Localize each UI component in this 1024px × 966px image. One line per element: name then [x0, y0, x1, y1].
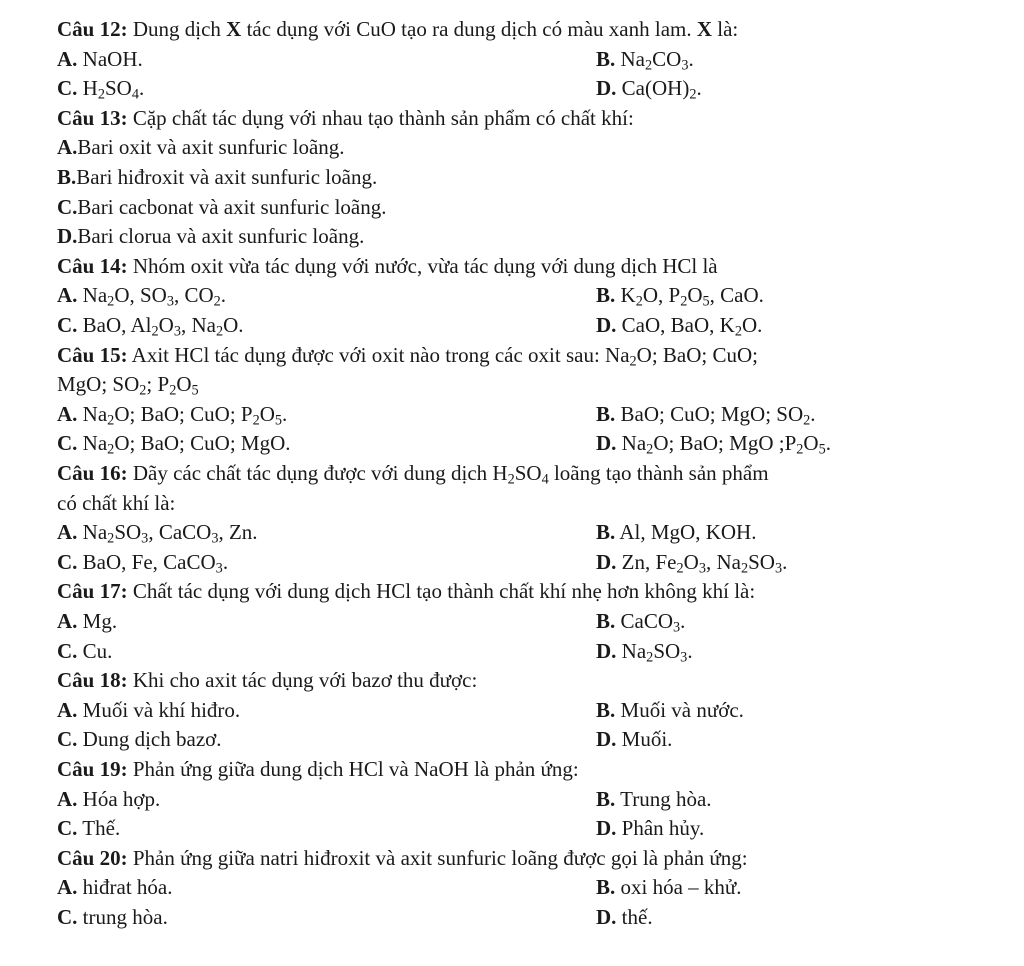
subscript: 3: [680, 649, 688, 666]
option-letter: A.: [57, 401, 78, 426]
answer-option-a[interactable]: [57, 786, 160, 812]
answer-option-c[interactable]: [57, 815, 120, 841]
answer-option-b[interactable]: [596, 608, 685, 634]
text-run: CO: [652, 46, 682, 71]
option-letter: A.: [57, 283, 78, 308]
subscript: 5: [702, 293, 710, 310]
text-run: O: [158, 313, 174, 337]
subscript: 5: [818, 441, 826, 458]
answer-option-d[interactable]: [596, 815, 704, 841]
question-stem: [57, 845, 748, 871]
text-run: , CaCO: [148, 520, 212, 545]
text-run: Na: [77, 431, 108, 456]
text-run: Bari hiđroxit và axit sunfuric loãng.: [76, 165, 378, 189]
text-run: O.: [223, 313, 244, 337]
subscript: 3: [215, 560, 223, 577]
question-label: Câu 18:: [57, 668, 128, 693]
subscript: 2: [676, 560, 684, 577]
option-letter: D.: [596, 727, 617, 752]
text-run: Al, MgO, KOH.: [615, 520, 757, 545]
text-run: Axit HCl tác dụng được với oxit nào trong các oxit sau: Na: [127, 342, 630, 367]
question-label: Câu 14:: [57, 253, 128, 278]
text-run: Muối và nước.: [615, 697, 744, 722]
subscript: 2: [635, 293, 643, 310]
text-run: , Zn.: [218, 520, 258, 545]
option-letter: D.: [596, 816, 617, 841]
subscript: 2: [740, 560, 749, 577]
option-letter: D.: [596, 313, 617, 337]
subscript: 2: [645, 57, 653, 74]
answer-option-c[interactable]: [57, 312, 244, 338]
text-run: Phân hủy.: [616, 816, 705, 841]
text-run: O; BaO; CuO; MgO.: [114, 431, 291, 456]
answer-option-b[interactable]: [596, 874, 742, 900]
text-run: .: [220, 283, 227, 308]
subscript: 3: [698, 560, 706, 577]
text-run: Na: [615, 46, 646, 71]
option-letter: C.: [57, 727, 78, 752]
text-run: loãng tạo thành sản phẩm: [548, 461, 769, 485]
subscript: 2: [252, 412, 260, 429]
answer-option-d[interactable]: [596, 726, 672, 752]
option-letter: C.: [57, 638, 78, 663]
answer-option-b[interactable]: [596, 282, 764, 308]
text-run: O; BaO; MgO ;P: [653, 431, 797, 456]
question-stem: [57, 105, 634, 131]
text-run: trung hòa.: [77, 905, 168, 929]
answer-option-b[interactable]: [596, 46, 694, 72]
text-run: thế.: [616, 905, 653, 929]
text-run: Hóa hợp.: [77, 786, 161, 811]
answer-option-c[interactable]: [57, 75, 144, 101]
subscript: 3: [211, 530, 219, 547]
answer-option-c[interactable]: [57, 638, 112, 664]
text-run: Zn, Fe: [616, 549, 677, 574]
answer-option-b[interactable]: [596, 786, 712, 812]
answer-option-c[interactable]: [57, 904, 168, 930]
subscript: 2: [796, 441, 804, 458]
text-run: Thế.: [77, 816, 121, 841]
text-run: Khi cho axit tác dụng với bazơ thu được:: [127, 668, 478, 693]
text-run: O: [176, 372, 192, 397]
option-letter: B.: [57, 165, 77, 189]
text-run: Cặp chất tác dụng với nhau tạo thành sản phẩm có chất khí:: [127, 105, 634, 130]
answer-option-d[interactable]: [57, 223, 364, 249]
text-run: O; BaO; CuO;: [636, 342, 758, 367]
subscript: 2: [107, 441, 115, 458]
text-run: O: [683, 549, 699, 574]
text-run: Bari oxit và axit sunfuric loãng.: [77, 135, 345, 160]
subscript: 2: [646, 441, 654, 458]
bold-text: X: [226, 17, 242, 41]
text-run: O, SO: [114, 283, 167, 308]
text-run: .: [696, 76, 702, 101]
text-run: , Na: [705, 549, 741, 574]
option-letter: C.: [57, 431, 78, 456]
text-run: O: [687, 283, 703, 308]
option-letter: D.: [596, 431, 617, 456]
answer-option-a[interactable]: [57, 519, 258, 545]
text-run: Ca(OH): [616, 76, 690, 101]
subscript: 2: [629, 353, 637, 370]
text-run: Na: [77, 401, 108, 426]
option-letter: A.: [57, 609, 78, 633]
question-stem: [57, 756, 579, 782]
text-run: SO: [114, 520, 142, 545]
text-run: Phản ứng giữa natri hiđroxit và axit sunfuric loãng được gọi là phản ứng:: [127, 845, 748, 870]
subscript: 4: [131, 86, 139, 103]
subscript: 2: [139, 382, 147, 399]
option-letter: A.: [57, 46, 78, 71]
text-run: Na: [616, 638, 647, 663]
subscript: 4: [541, 471, 549, 488]
text-run: Muối và khí hiđro.: [77, 697, 241, 722]
text-run: CaO, BaO, K: [616, 313, 735, 337]
text-run: BaO, Fe, CaCO: [77, 549, 216, 574]
subscript: 3: [681, 57, 689, 74]
answer-option-b[interactable]: [596, 697, 744, 723]
text-run: là:: [712, 17, 739, 41]
subscript: 2: [507, 471, 515, 488]
text-run: MgO; SO: [57, 372, 140, 397]
question-label: Câu 20:: [57, 845, 128, 870]
question-stem: [57, 667, 477, 693]
text-run: hiđrat hóa.: [77, 875, 173, 900]
question-label: Câu 13:: [57, 105, 128, 130]
subscript: 2: [107, 293, 115, 310]
text-run: .: [680, 609, 686, 633]
text-run: O: [259, 401, 275, 426]
answer-option-c[interactable]: [57, 726, 222, 752]
text-run: O, P: [642, 283, 681, 308]
subscript: 2: [151, 323, 159, 340]
text-run: K: [615, 283, 636, 308]
text-run: O.: [741, 313, 763, 337]
question-stem: [57, 16, 738, 42]
text-run: SO: [104, 76, 132, 101]
option-letter: B.: [596, 697, 616, 722]
answer-option-d[interactable]: [596, 549, 787, 575]
text-run: .: [138, 76, 145, 101]
question-stem: [57, 578, 755, 604]
option-letter: A.: [57, 786, 78, 811]
option-letter: A.: [57, 875, 78, 900]
text-run: .: [222, 549, 229, 574]
option-letter: B.: [596, 875, 616, 900]
text-run: SO: [748, 549, 775, 574]
text-run: .: [687, 638, 693, 663]
option-letter: C.: [57, 76, 78, 101]
option-letter: A.: [57, 520, 78, 545]
text-run: SO: [514, 461, 542, 485]
subscript: 2: [107, 530, 115, 547]
option-letter: D.: [596, 905, 617, 929]
text-run: Mg.: [77, 609, 118, 633]
subscript: 2: [680, 293, 688, 310]
option-letter: B.: [596, 786, 616, 811]
answer-option-a[interactable]: [57, 282, 226, 308]
answer-option-b[interactable]: [57, 164, 377, 190]
text-run: H: [77, 76, 98, 101]
option-letter: C.: [57, 313, 78, 337]
option-letter: C.: [57, 194, 78, 219]
answer-option-d[interactable]: [596, 312, 762, 338]
text-run: Na: [616, 431, 647, 456]
question-stem: [57, 253, 718, 279]
answer-option-d[interactable]: [596, 904, 653, 930]
answer-option-a[interactable]: [57, 46, 143, 72]
question-label: Câu 12:: [57, 17, 128, 41]
answer-option-a[interactable]: [57, 608, 117, 634]
subscript: 2: [689, 86, 697, 103]
option-letter: C.: [57, 549, 78, 574]
text-run: Bari cacbonat và axit sunfuric loãng.: [77, 194, 387, 219]
subscript: 2: [734, 323, 742, 340]
option-letter: B.: [596, 283, 616, 308]
option-letter: D.: [596, 76, 617, 101]
subscript: 5: [191, 382, 199, 399]
text-run: ; P: [146, 372, 170, 397]
question-label: Câu 16:: [57, 461, 128, 485]
text-run: Na: [77, 283, 108, 308]
text-run: tác dụng với CuO tạo ra dung dịch có màu xanh lam.: [241, 17, 697, 41]
bold-text: X: [696, 17, 713, 41]
answer-option-d[interactable]: [596, 638, 693, 664]
text-run: Trung hòa.: [615, 786, 712, 811]
subscript: 5: [274, 412, 283, 429]
answer-option-c[interactable]: [57, 194, 386, 220]
answer-option-c[interactable]: [57, 549, 228, 575]
question-label: Câu 17:: [57, 579, 128, 604]
option-letter: D.: [596, 638, 617, 663]
answer-option-a[interactable]: [57, 401, 287, 427]
question-stem: [57, 460, 769, 486]
answer-option-d[interactable]: [596, 430, 831, 456]
answer-option-a[interactable]: [57, 697, 240, 723]
subscript: 3: [141, 530, 149, 547]
text-run: .: [825, 431, 831, 456]
text-run: Bari clorua và axit sunfuric loãng.: [77, 224, 365, 249]
option-letter: B.: [596, 401, 616, 426]
text-run: , CaO.: [709, 283, 764, 308]
text-run: BaO; CuO; MgO; SO: [615, 401, 804, 426]
text-run: Cu.: [77, 638, 113, 663]
text-run: Phản ứng giữa dung dịch HCl và NaOH là phản ứng:: [127, 757, 579, 781]
subscript: 2: [97, 86, 105, 103]
text-run: , CO: [173, 283, 214, 308]
subscript: 2: [107, 412, 115, 429]
text-run: Dung dịch bazơ.: [77, 727, 222, 752]
text-run: Chất tác dụng với dung dịch HCl tạo thành chất khí nhẹ hơn không khí là:: [127, 579, 756, 604]
text-run: , Na: [180, 313, 216, 337]
text-run: SO: [653, 638, 681, 663]
text-run: có chất khí là:: [57, 490, 176, 515]
text-run: .: [782, 549, 788, 574]
text-run: CaCO: [615, 609, 674, 633]
text-run: .: [810, 401, 816, 426]
text-run: Nhóm oxit vừa tác dụng với nước, vừa tác dụng với dung dịch HCl là: [127, 253, 718, 278]
option-letter: C.: [57, 816, 78, 841]
text-run: .: [688, 46, 694, 71]
subscript: 3: [774, 560, 783, 577]
subscript: 2: [215, 323, 224, 340]
answer-option-d[interactable]: [596, 75, 702, 101]
answer-option-b[interactable]: [596, 519, 756, 545]
text-run: O; BaO; CuO; P: [114, 401, 253, 426]
question-stem: [57, 342, 758, 368]
subscript: 3: [166, 293, 174, 310]
text-run: oxi hóa – khử.: [615, 875, 742, 900]
text-run: .: [282, 401, 288, 426]
text-run: NaOH.: [77, 46, 143, 71]
option-letter: B.: [596, 46, 616, 71]
option-letter: B.: [596, 609, 616, 633]
question-label: Câu 15:: [57, 342, 128, 367]
text-run: Dung dịch: [127, 17, 227, 41]
option-letter: A.: [57, 135, 78, 160]
answer-option-c[interactable]: [57, 430, 291, 456]
text-run: Muối.: [616, 727, 673, 752]
text-run: BaO, Al: [77, 313, 152, 337]
answer-option-a[interactable]: [57, 134, 345, 160]
answer-option-b[interactable]: [596, 401, 816, 427]
subscript: 3: [173, 323, 181, 340]
subscript: 2: [213, 293, 221, 310]
question-stem-continued: [57, 490, 175, 516]
option-letter: C.: [57, 905, 78, 929]
option-letter: B.: [596, 520, 616, 545]
subscript: 3: [673, 619, 681, 636]
question-stem-continued: [57, 371, 199, 397]
text-run: O: [803, 431, 819, 456]
option-letter: D.: [596, 549, 617, 574]
subscript: 2: [169, 382, 177, 399]
answer-option-a[interactable]: [57, 874, 172, 900]
option-letter: D.: [57, 224, 78, 249]
text-run: Dãy các chất tác dụng được với dung dịch H: [127, 461, 508, 485]
subscript: 2: [803, 412, 811, 429]
option-letter: A.: [57, 697, 78, 722]
subscript: 2: [646, 649, 654, 666]
question-label: Câu 19:: [57, 757, 128, 781]
text-run: Na: [77, 520, 108, 545]
